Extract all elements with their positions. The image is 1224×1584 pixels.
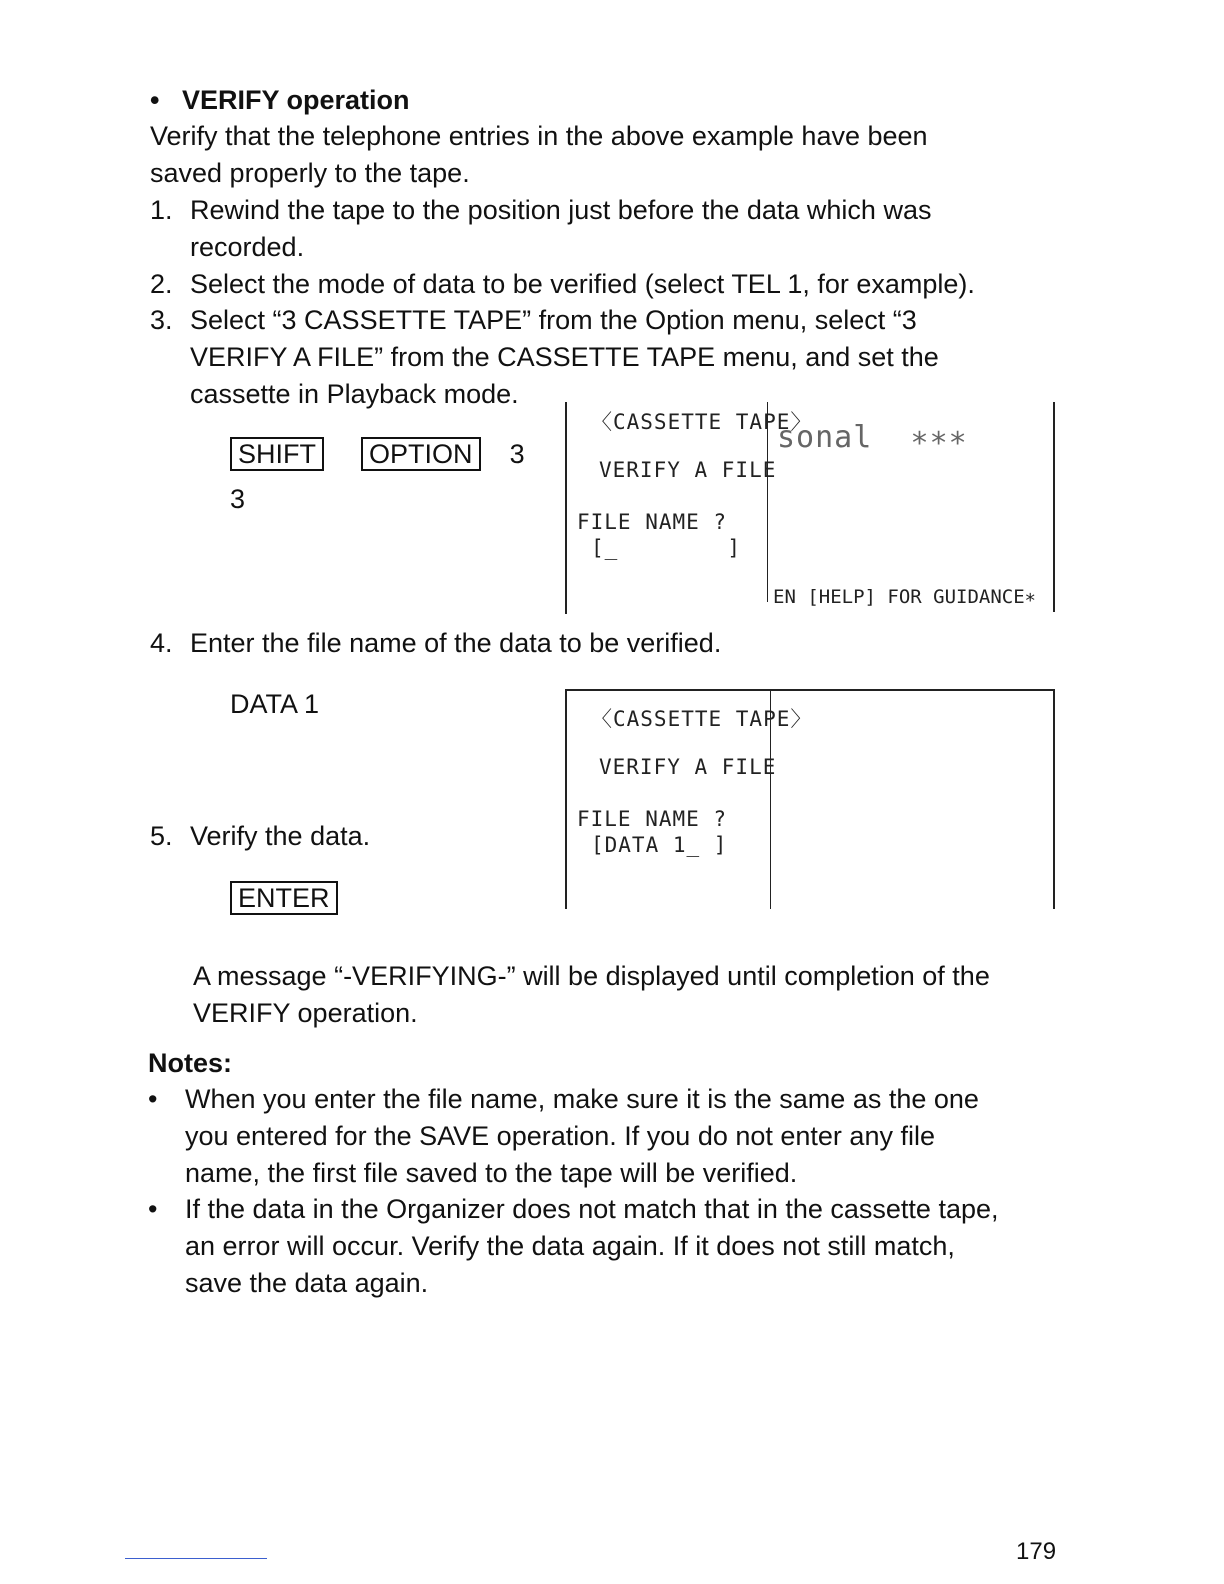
step-line: cassette in Playback mode. [190, 379, 519, 409]
lcd-input-field: [_ ] [591, 536, 742, 560]
step-4-input-value: DATA 1 [230, 689, 320, 719]
lcd-help-text: EN [HELP] FOR GUIDANCE∗ [773, 586, 1037, 608]
step-number: 1. [150, 195, 173, 225]
lcd-menu-item: VERIFY A FILE [599, 458, 777, 482]
note-line: name, the first file saved to the tape will be verified. [185, 1158, 798, 1188]
note-line: save the data again. [185, 1268, 429, 1298]
footer-rule [125, 1558, 267, 1559]
lcd-input-field: [DATA 1_ ] [591, 833, 728, 857]
notes-heading: Notes: [148, 1048, 233, 1078]
bullet: • [150, 85, 160, 115]
step-line: Select “3 CASSETTE TAPE” from the Option menu, select “3 [190, 305, 917, 335]
step-4 [150, 625, 721, 662]
step-number: 4. [150, 628, 173, 658]
step-line: Verify the data. [190, 821, 371, 851]
message-paragraph [193, 958, 990, 1032]
option-key[interactable]: OPTION [361, 437, 481, 471]
heading-text: VERIFY operation [181, 85, 410, 115]
note-line: you entered for the SAVE operation. If you do not enter any file [185, 1121, 935, 1151]
step-line: Select the mode of data to be verified (select TEL 1, for example). [190, 269, 975, 299]
screen-border-left [565, 689, 567, 909]
step-2 [150, 266, 975, 303]
step-line: recorded. [190, 232, 305, 262]
step-number: 2. [150, 269, 173, 299]
note-line: When you enter the file name, make sure it is the same as the one [185, 1084, 979, 1114]
lcd-screen-2 [565, 689, 1060, 911]
note-line: an error will occur. Verify the data again. If it does not still match, [185, 1231, 955, 1261]
step-number: 3. [150, 305, 173, 335]
step-line: Enter the file name of the data to be verified. [190, 628, 722, 658]
step-1 [150, 192, 931, 266]
step-3-keys [230, 437, 525, 471]
enter-key[interactable]: ENTER [230, 881, 338, 915]
lcd-side-text: sonal ∗∗∗ [777, 420, 968, 455]
lcd-prompt: FILE NAME ? [577, 807, 728, 831]
screen-border-right [1053, 402, 1055, 612]
screen-border-right [1053, 689, 1055, 909]
section-heading [150, 82, 410, 119]
note-line: If the data in the Organizer does not match that in the cassette tape, [185, 1194, 999, 1224]
lcd-menu-item: VERIFY A FILE [599, 755, 777, 779]
screen-border-left [565, 402, 567, 614]
step-3 [150, 302, 939, 413]
note-2 [148, 1191, 999, 1302]
step-number: 5. [150, 821, 173, 851]
step-5-keys [230, 881, 338, 915]
lcd-menu-title: 〈CASSETTE TAPE〉 [591, 410, 813, 434]
key-digit: 3 [509, 439, 525, 469]
step-line: Rewind the tape to the position just before the data which was [190, 195, 932, 225]
lcd-menu-title: 〈CASSETTE TAPE〉 [591, 707, 813, 731]
step-line: VERIFY A FILE” from the CASSETTE TAPE menu, and set the [190, 342, 939, 372]
intro-paragraph [150, 118, 928, 192]
bullet: • [148, 1194, 158, 1224]
intro-line: saved properly to the tape. [150, 158, 470, 188]
key-digit-next: 3 [230, 484, 246, 514]
shift-key[interactable]: SHIFT [230, 437, 324, 471]
message-line: A message “-VERIFYING-” will be displayed until completion of the [193, 961, 990, 991]
message-line: VERIFY operation. [193, 998, 418, 1028]
lcd-prompt: FILE NAME ? [577, 510, 728, 534]
bullet: • [148, 1084, 158, 1114]
note-1 [148, 1081, 979, 1192]
lcd-screen-1 [565, 402, 1060, 614]
screen-border-top [565, 689, 1055, 691]
intro-line: Verify that the telephone entries in the above example have been [150, 121, 928, 151]
page-number: 179 [1016, 1538, 1057, 1565]
step-5 [150, 818, 370, 855]
